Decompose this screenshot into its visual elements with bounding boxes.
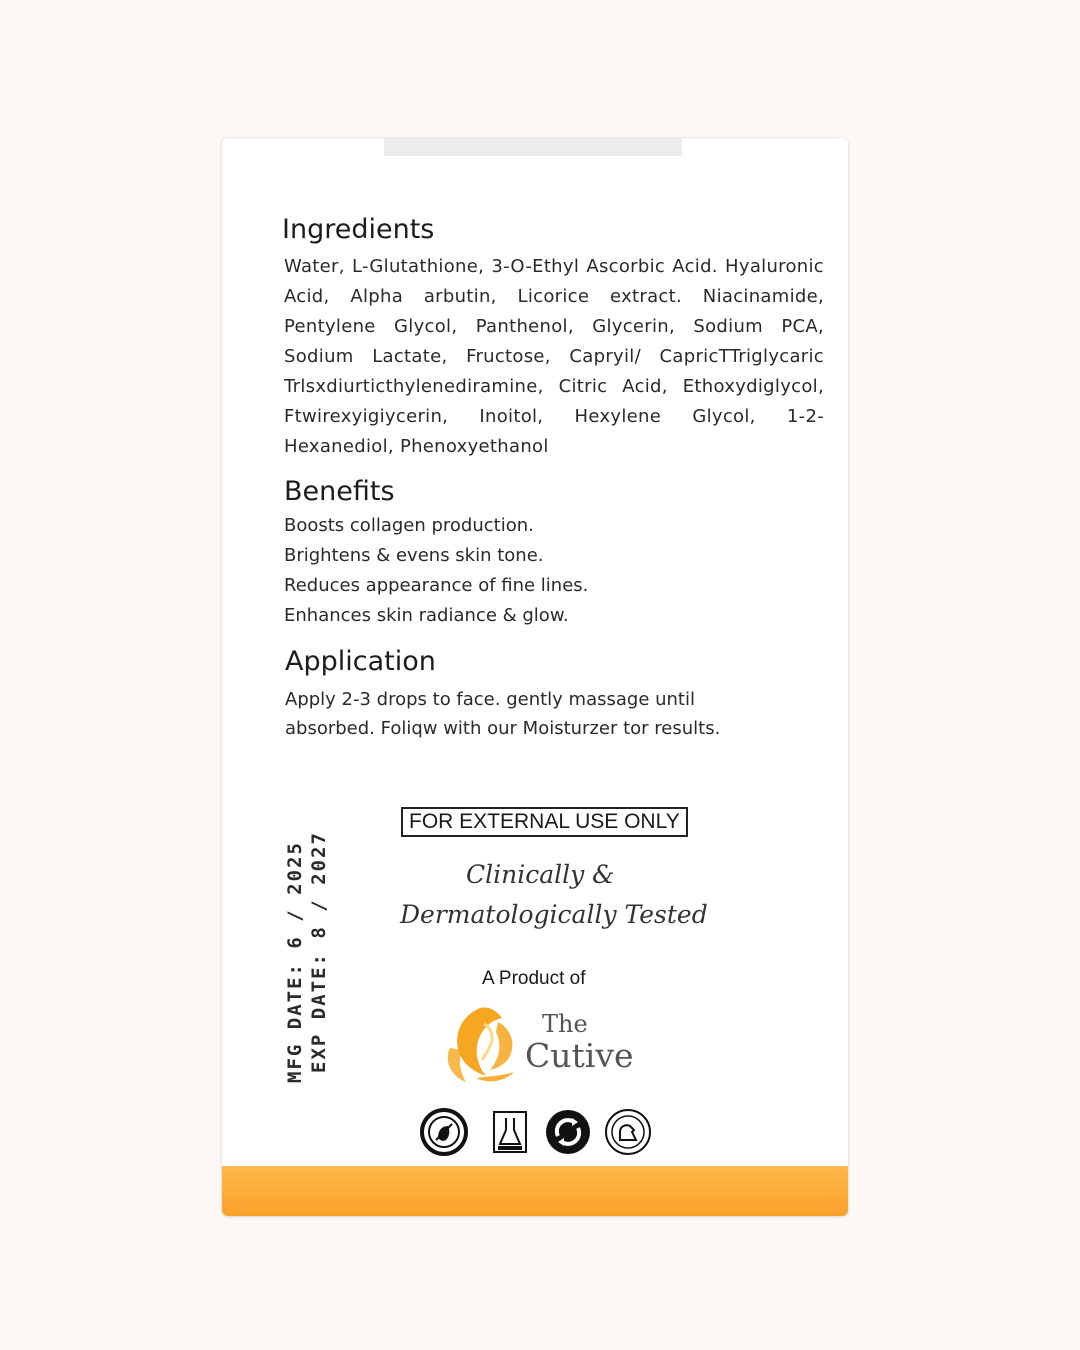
clinical-claim-line1: Clinically &: [466, 860, 615, 889]
application-heading: Application: [285, 646, 436, 677]
clinical-claim-line2: Dermatologically Tested: [400, 900, 708, 929]
recycle-icon: [544, 1108, 592, 1156]
application-text: Apply 2-3 drops to face. gently massage until absorbed. Foliqw with our Moisturzer tor results.: [285, 689, 721, 739]
product-of-label: A Product of: [482, 968, 586, 989]
benefits-list: [284, 511, 588, 631]
brand-name: Cutive: [525, 1036, 634, 1075]
benefit-item: Brightens & evens skin tone.: [284, 545, 544, 566]
brand-the: The: [542, 1010, 588, 1038]
box-top-flap: [384, 138, 682, 156]
benefits-heading: Benefits: [284, 476, 395, 507]
lab-tested-icon: [486, 1108, 534, 1156]
external-use-warning: FOR EXTERNAL USE ONLY: [401, 807, 688, 837]
benefit-item: Reduces appearance of fine lines.: [284, 575, 589, 596]
certification-icons: [420, 1108, 660, 1162]
benefit-item: Enhances skin radiance & glow.: [284, 605, 569, 626]
product-box-back: [222, 138, 848, 1216]
exp-date: EXP DATE: 8 / 2027: [308, 831, 330, 1073]
ingredients-text: Water, L-Glutathione, 3-O-Ethyl Ascorbic Acid. Hyaluronic Acid, Alpha arbutin, Licorice extract. Niacinamide, Pentylene Glycol, Panthenol, Glycerin, Sodium PCA, Sodium Lactate, Fructose, Capryil/ CapricTTriglycaric Trlsxdiurticthylenediramine, Citric Acid, Ethoxydiglycol, Ftwirexyigiycerin, Inoitol, Hexylene Glycol, 1-2-Hexanediol, Phenoxyethanol: [284, 256, 824, 457]
mfg-date: MFG DATE: 6 / 2025: [284, 841, 306, 1083]
cruelty-free-icon: [420, 1108, 468, 1156]
orange-accent-band: [222, 1166, 848, 1216]
batch-dates: [274, 831, 334, 1083]
benefit-item: Boosts collagen production.: [284, 515, 534, 536]
ingredients-heading: Ingredients: [282, 214, 435, 245]
safe-skin-icon: [604, 1108, 652, 1156]
